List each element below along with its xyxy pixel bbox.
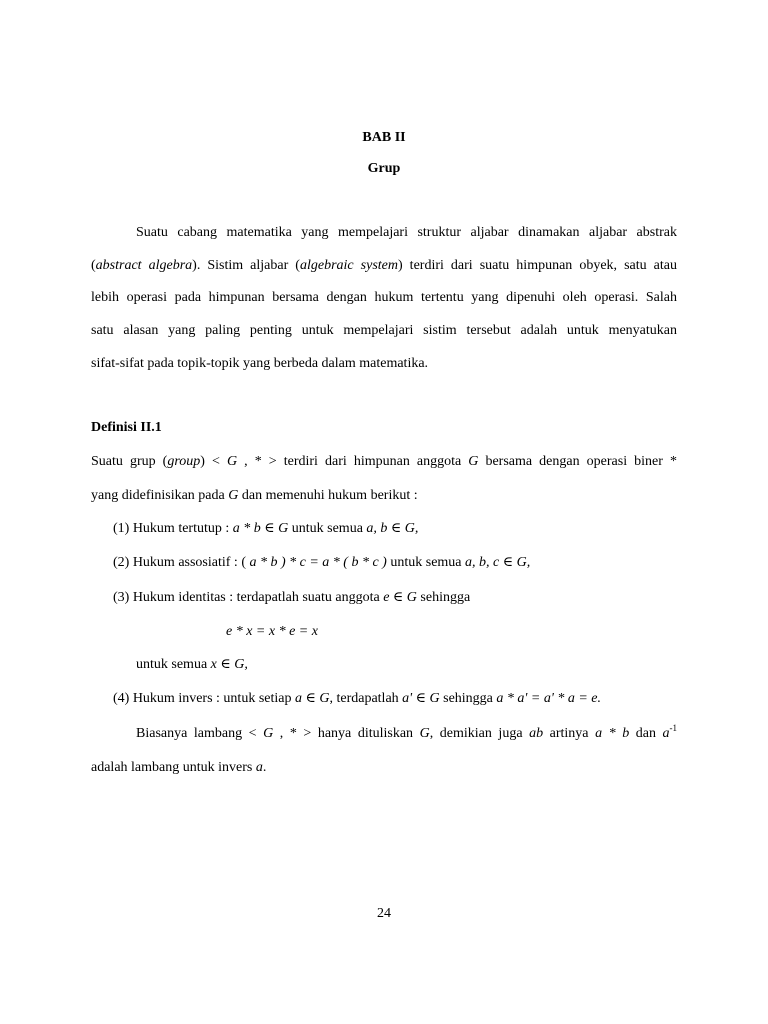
- notation-line-2: adalah lambang untuk invers a.: [91, 760, 267, 775]
- law-inverse: (4) Hukum invers : untuk setiap a ∈ G, terdapatlah a' ∈ G sehingga a * a' = a' * a = e.: [113, 691, 601, 706]
- algebraic-system-term: algebraic system: [299, 258, 398, 273]
- intro-line-1: Suatu cabang matematika yang mempelajari struktur aljabar dinamakan aljabar abstrak: [136, 225, 677, 240]
- law-associative: (2) Hukum assosiatif : ( a * b ) * c = a * ( b * c ) untuk semua a, b, c ∈ G,: [113, 555, 531, 570]
- intro-line-3: lebih operasi pada himpunan bersama dengan hukum tertentu yang dipenuhi oleh operasi. Salah: [91, 290, 677, 305]
- intro-line-5: sifat-sifat pada topik-topik yang berbeda dalam matematika.: [91, 356, 429, 371]
- definition-line-1: Suatu grup (group) < G , * > terdiri dari himpunan anggota G bersama dengan operasi biner *: [91, 454, 677, 469]
- intro-line-2: (abstract algebra). Sistim aljabar (algebraic system) terdiri dari suatu himpunan obyek, satu atau: [91, 258, 677, 273]
- definition-title: Definisi II.1: [91, 420, 162, 435]
- identity-equation: e * x = x * e = x: [226, 624, 318, 639]
- abstract-algebra-term: abstract algebra: [95, 258, 193, 273]
- chapter-label: BAB II: [362, 130, 406, 145]
- law-identity: (3) Hukum identitas : terdapatlah suatu anggota e ∈ G sehingga: [113, 590, 471, 605]
- notation-line-1: Biasanya lambang < G , * > hanya dituliskan G, demikian juga ab artinya a * b dan $a^{-1}$: [136, 723, 678, 741]
- intro-line-4: satu alasan yang paling penting untuk mempelajari sistim tersebut adalah untuk menyatukan: [91, 323, 677, 338]
- chapter-title: Grup: [367, 161, 401, 176]
- definition-line-2: yang didefinisikan pada G dan memenuhi hukum berikut :: [91, 488, 418, 503]
- law-closure: (1) Hukum tertutup : a * b ∈ G untuk semua a, b ∈ G,: [113, 521, 419, 536]
- identity-condition: untuk semua x ∈ G,: [136, 657, 248, 672]
- page-number: 24: [377, 906, 391, 921]
